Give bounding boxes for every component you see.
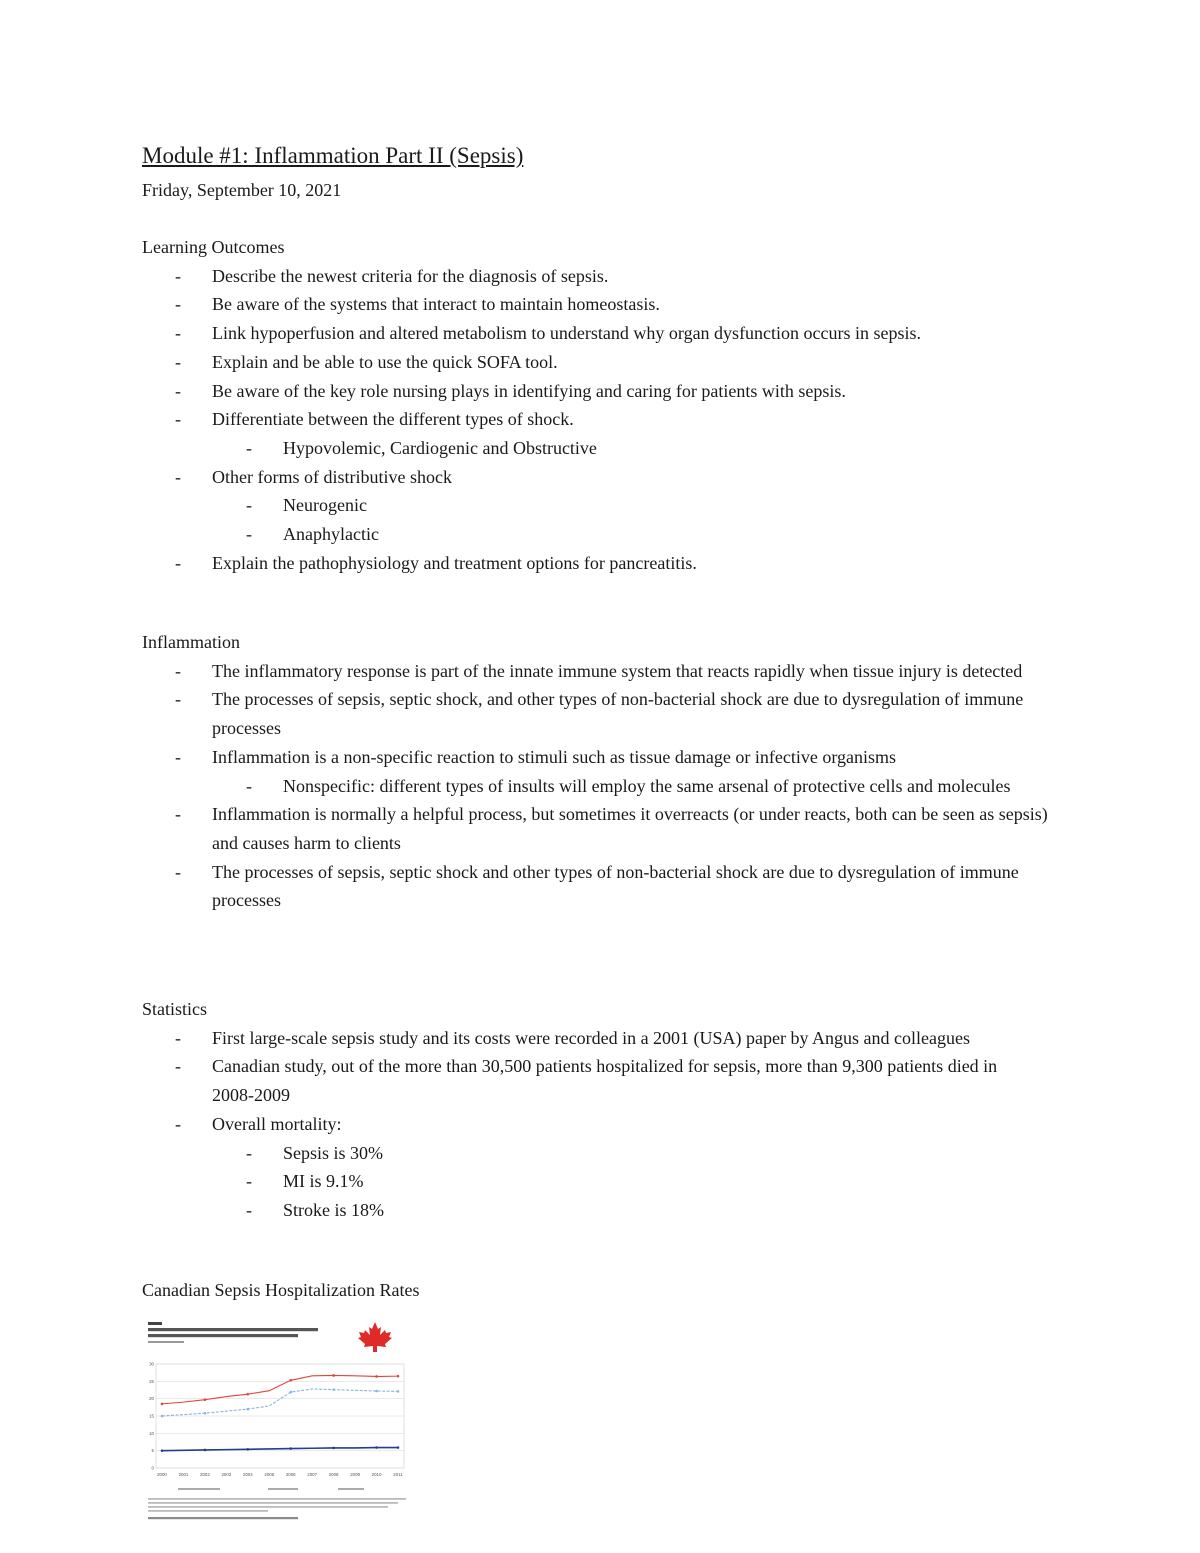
list-item: [142, 405, 1062, 462]
data-point: [289, 1379, 292, 1382]
data-point: [375, 1390, 378, 1393]
list-item: [142, 290, 1062, 319]
data-point: [332, 1374, 335, 1377]
x-tick-label: 2007: [307, 1472, 318, 1477]
list-item: [142, 549, 1062, 578]
list-item: [142, 685, 1062, 742]
legend-blur: [338, 1488, 364, 1490]
list-item-text: - The processes of sepsis, septic shock, and other types of non-bacterial shock are due to dysregulation of immune processes: [212, 689, 1024, 739]
section-heading: Canadian Sepsis Hospitalization Rates: [142, 1280, 420, 1300]
y-tick-label: 20: [149, 1396, 154, 1402]
list-item-text: - Be aware of the key role nursing plays in identifying and caring for patients with sepsis.: [212, 380, 846, 401]
x-tick-label: 2003: [221, 1472, 232, 1477]
y-tick-label: 5: [151, 1448, 154, 1454]
list-item: [142, 377, 1062, 406]
list-item-text: - Overall mortality:: [212, 1113, 342, 1134]
data-point: [397, 1446, 400, 1449]
chart-heading-blur: [148, 1322, 162, 1325]
sepsis-rate-chart-image: [142, 1318, 414, 1524]
data-point: [204, 1398, 207, 1401]
list-item: [142, 1024, 1042, 1053]
data-point: [161, 1403, 164, 1406]
section-learning-outcomes: [142, 233, 1062, 577]
footnote-blur: [148, 1498, 406, 1500]
section-statistics: [142, 995, 1042, 1225]
series-line: [162, 1448, 398, 1451]
list-item-text: - The processes of sepsis, septic shock and other types of non-bacterial shock are due to dysregulation of immune processes: [212, 861, 1019, 911]
data-point: [204, 1449, 207, 1452]
list-item: [142, 800, 1062, 857]
data-point: [332, 1447, 335, 1450]
legend-blur: [268, 1488, 298, 1490]
data-point: [397, 1375, 400, 1378]
list-item-text: - Describe the newest criteria for the diagnosis of sepsis.: [212, 265, 609, 286]
line-chart: [142, 1318, 414, 1524]
list-item-text: - Canadian study, out of the more than 30,500 patients hospitalized for sepsis, more than 9,300 patients died in 2008-2009: [212, 1056, 998, 1106]
data-point: [161, 1449, 164, 1452]
list-item: [142, 1052, 1042, 1109]
footnote-blur: [148, 1506, 388, 1508]
y-tick-label: 25: [149, 1378, 154, 1384]
data-point: [247, 1393, 250, 1396]
bullet-list: [142, 262, 1062, 578]
sub-list-item: - Anaphylactic: [142, 520, 1062, 549]
data-point: [397, 1390, 400, 1393]
sub-list: [212, 491, 1062, 548]
x-tick-label: 2005: [264, 1472, 275, 1477]
sub-list-item: - Stroke is 18%: [142, 1196, 1042, 1225]
data-point: [375, 1446, 378, 1449]
list-item-text: - Differentiate between the different types of shock.: [212, 409, 574, 430]
list-item-text: - First large-scale sepsis study and its costs were recorded in a 2001 (USA) paper by Angus and colleagues: [212, 1027, 970, 1048]
list-item-text: - The inflammatory response is part of the innate immune system that reacts rapidly when tissue injury is detected: [212, 660, 1023, 681]
list-item: [142, 319, 1062, 348]
list-item: [142, 463, 1062, 549]
list-item: [142, 743, 1062, 800]
maple-leaf-icon: [358, 1322, 392, 1352]
y-tick-label: 10: [149, 1430, 154, 1436]
series-line: [162, 1375, 398, 1403]
x-tick-label: 2008: [328, 1472, 339, 1477]
list-item-text: - Be aware of the systems that interact to maintain homeostasis.: [212, 294, 660, 315]
x-tick-label: 2006: [285, 1472, 296, 1477]
x-tick-label: 2001: [178, 1472, 189, 1477]
sub-list-item: - Sepsis is 30%: [142, 1139, 1042, 1168]
data-point: [289, 1391, 292, 1394]
section-heading: Learning Outcomes: [142, 237, 285, 257]
data-point: [204, 1412, 207, 1415]
sub-list: [212, 434, 1062, 463]
data-point: [247, 1448, 250, 1451]
bullet-list: [142, 1024, 1042, 1225]
bullet-list: [142, 657, 1062, 915]
data-point: [161, 1415, 164, 1418]
sub-list: [212, 1139, 1042, 1225]
series-line: [162, 1389, 398, 1416]
sub-list-item: - MI is 9.1%: [142, 1167, 1042, 1196]
data-point: [375, 1375, 378, 1378]
section-heading: Inflammation: [142, 632, 240, 652]
page-title: Module #1: Inflammation Part II (Sepsis): [142, 143, 524, 168]
footnote-blur: [148, 1510, 268, 1512]
list-item-text: - Other forms of distributive shock: [212, 466, 452, 487]
x-tick-label: 2002: [200, 1472, 210, 1477]
x-tick-label: 2004: [242, 1472, 253, 1477]
sub-list-item: - Hypovolemic, Cardiogenic and Obstructive: [142, 434, 1062, 463]
section-heading: Statistics: [142, 999, 208, 1019]
x-tick-label: 2010: [371, 1472, 382, 1477]
list-item-text: - Link hypoperfusion and altered metabolism to understand why organ dysfunction occurs in sepsis.: [212, 323, 922, 344]
section-inflammation: [142, 628, 1062, 915]
sub-list-item: - Nonspecific: different types of insults will employ the same arsenal of protective cells and molecules: [142, 772, 1062, 801]
x-tick-label: 2011: [393, 1472, 403, 1477]
list-item: [142, 858, 1062, 915]
data-point: [289, 1447, 292, 1450]
x-tick-label: 2000: [157, 1472, 167, 1477]
x-tick-label: 2009: [350, 1472, 360, 1477]
list-item: [142, 1110, 1042, 1225]
footnote-blur: [148, 1517, 298, 1519]
list-item-text: - Inflammation is a non-specific reaction to stimuli such as tissue damage or infective organisms: [212, 746, 896, 767]
list-item-text: - Explain the pathophysiology and treatment options for pancreatitis.: [212, 552, 697, 573]
list-item-text: - Explain and be able to use the quick SOFA tool.: [212, 351, 558, 372]
data-point: [247, 1408, 250, 1411]
data-point: [332, 1388, 335, 1391]
chart-heading-blur: [148, 1341, 184, 1343]
list-item: [142, 262, 1062, 291]
page-date: Friday, September 10, 2021: [142, 180, 342, 200]
y-tick-label: 30: [149, 1361, 154, 1367]
y-tick-label: 0: [151, 1465, 154, 1471]
list-item: [142, 657, 1062, 686]
plot-area: [149, 1362, 404, 1478]
y-tick-label: 15: [149, 1413, 154, 1419]
list-item-text: - Inflammation is normally a helpful process, but sometimes it overreacts (or under reacts, both can be seen as sepsis) and causes harm to clients: [212, 804, 1048, 853]
sub-list-item: - Neurogenic: [142, 491, 1062, 520]
legend-blur: [178, 1488, 220, 1490]
sub-list: [212, 772, 1062, 801]
list-item: [142, 348, 1062, 377]
chart-heading-blur: [148, 1334, 298, 1337]
footnote-blur: [148, 1502, 398, 1504]
section-chart-heading: [142, 1276, 1042, 1305]
chart-heading-blur: [148, 1328, 318, 1331]
